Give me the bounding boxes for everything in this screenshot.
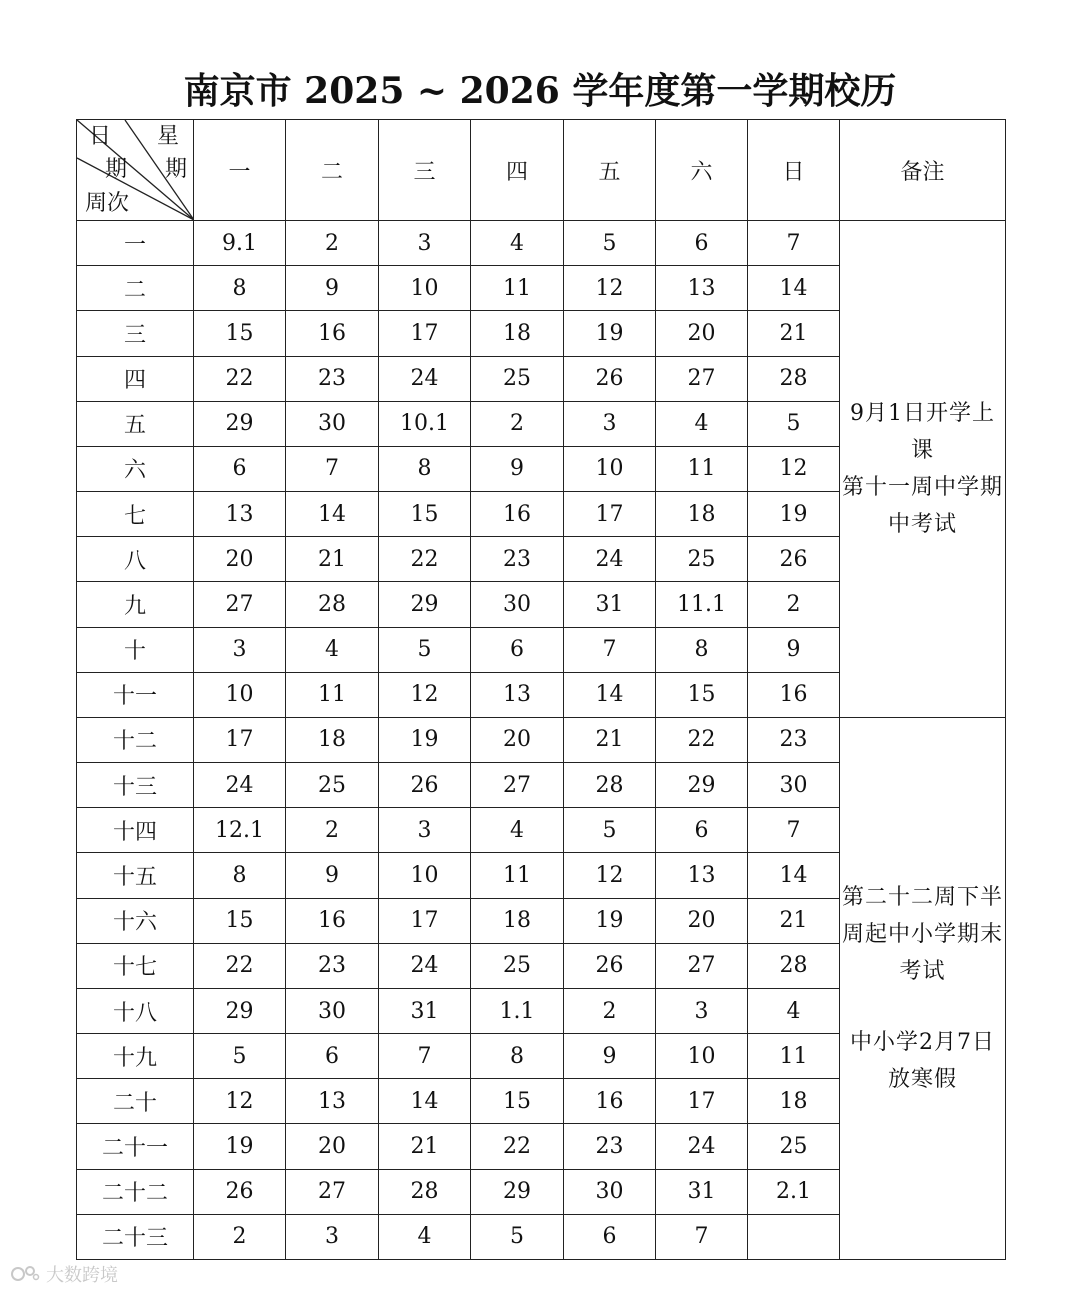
date-cell: 19: [564, 898, 656, 943]
date-cell: 5: [194, 1034, 286, 1079]
date-cell: 22: [194, 943, 286, 988]
school-calendar-table: [76, 119, 1006, 1260]
date-cell: 28: [748, 943, 840, 988]
date-cell: 21: [748, 898, 840, 943]
calendar-body: [77, 221, 1006, 1260]
date-cell: 9: [471, 446, 564, 491]
date-cell: 2: [471, 401, 564, 446]
date-cell: 26: [194, 1169, 286, 1214]
date-cell: 18: [656, 492, 748, 537]
date-cell: 17: [656, 1079, 748, 1124]
week-row: [77, 717, 1006, 762]
date-cell: 25: [471, 943, 564, 988]
week-number-cell: 二: [77, 266, 194, 311]
date-cell: 18: [286, 717, 379, 762]
date-cell: 6: [194, 446, 286, 491]
date-cell: 25: [748, 1124, 840, 1169]
date-cell: 11: [656, 446, 748, 491]
date-cell: 25: [471, 356, 564, 401]
date-cell: 16: [286, 311, 379, 356]
week-number-cell: 二十一: [77, 1124, 194, 1169]
date-cell: 20: [656, 311, 748, 356]
date-cell: 27: [656, 356, 748, 401]
date-cell: 19: [748, 492, 840, 537]
date-cell: 16: [564, 1079, 656, 1124]
week-number-cell: 一: [77, 221, 194, 266]
week-number-cell: 二十三: [77, 1214, 194, 1259]
week-number-cell: 十九: [77, 1034, 194, 1079]
week-number-cell: 九: [77, 582, 194, 627]
date-cell: 12.1: [194, 808, 286, 853]
corner-week-number-label: 周次: [85, 191, 130, 216]
date-cell: 6: [286, 1034, 379, 1079]
date-cell: 17: [564, 492, 656, 537]
date-cell: 5: [379, 627, 471, 672]
date-cell: 12: [748, 446, 840, 491]
date-cell: 3: [286, 1214, 379, 1259]
date-cell: 10: [194, 672, 286, 717]
date-cell: 25: [656, 537, 748, 582]
date-cell: 20: [656, 898, 748, 943]
date-cell: 11.1: [656, 582, 748, 627]
date-cell: 9: [748, 627, 840, 672]
weekday-header: 六: [656, 120, 748, 221]
date-cell: 29: [471, 1169, 564, 1214]
date-cell: 22: [471, 1124, 564, 1169]
corner-day-label-1: 日: [89, 124, 112, 149]
date-cell: 30: [286, 401, 379, 446]
date-cell: 14: [286, 492, 379, 537]
date-cell: 31: [379, 988, 471, 1033]
date-cell: 2: [194, 1214, 286, 1259]
date-cell: 2: [748, 582, 840, 627]
date-cell: 2: [286, 808, 379, 853]
date-cell: 30: [286, 988, 379, 1033]
date-cell: 28: [379, 1169, 471, 1214]
date-cell: 5: [471, 1214, 564, 1259]
date-cell: 27: [286, 1169, 379, 1214]
date-cell: 31: [656, 1169, 748, 1214]
date-cell: 28: [748, 356, 840, 401]
date-cell: 27: [471, 763, 564, 808]
date-cell: 24: [656, 1124, 748, 1169]
date-cell: 20: [471, 717, 564, 762]
date-cell: 11: [286, 672, 379, 717]
date-cell: 7: [748, 221, 840, 266]
date-cell: 26: [564, 356, 656, 401]
week-number-cell: 五: [77, 401, 194, 446]
date-cell: 17: [379, 898, 471, 943]
date-cell: 30: [748, 763, 840, 808]
date-cell: 7: [656, 1214, 748, 1259]
date-cell: 7: [379, 1034, 471, 1079]
date-cell: 12: [379, 672, 471, 717]
week-number-cell: 三: [77, 311, 194, 356]
date-cell: 18: [748, 1079, 840, 1124]
weekday-header: 一: [194, 120, 286, 221]
date-cell: 16: [748, 672, 840, 717]
date-cell: 21: [286, 537, 379, 582]
date-cell: 24: [379, 356, 471, 401]
date-cell: 29: [194, 401, 286, 446]
watermark-logo-icon: [10, 1263, 40, 1285]
date-cell: 12: [194, 1079, 286, 1124]
date-cell: 18: [471, 311, 564, 356]
date-cell: 1.1: [471, 988, 564, 1033]
page-title: 南京市 2025 ~ 2026 学年度第一学期校历: [183, 70, 897, 112]
date-cell: 30: [564, 1169, 656, 1214]
date-cell: 26: [564, 943, 656, 988]
week-number-cell: 十: [77, 627, 194, 672]
date-cell: 14: [748, 266, 840, 311]
week-number-cell: 十二: [77, 717, 194, 762]
date-cell: 16: [471, 492, 564, 537]
week-number-cell: 十八: [77, 988, 194, 1033]
remarks-cell: [840, 717, 1006, 1259]
date-cell: 23: [564, 1124, 656, 1169]
date-cell: 13: [656, 853, 748, 898]
date-cell: 13: [656, 266, 748, 311]
week-number-cell: 十三: [77, 763, 194, 808]
remark-text: 中小学2月7日 放寒假: [850, 1029, 995, 1092]
date-cell: 20: [286, 1124, 379, 1169]
date-cell: 24: [564, 537, 656, 582]
week-number-cell: 十七: [77, 943, 194, 988]
date-cell: 19: [564, 311, 656, 356]
date-cell: 15: [656, 672, 748, 717]
date-cell: 28: [286, 582, 379, 627]
week-number-cell: 十一: [77, 672, 194, 717]
date-cell: 27: [194, 582, 286, 627]
date-cell: 26: [748, 537, 840, 582]
weekday-header: 二: [286, 120, 379, 221]
date-cell: 27: [656, 943, 748, 988]
date-cell: 6: [564, 1214, 656, 1259]
date-cell: 21: [748, 311, 840, 356]
date-cell: 30: [471, 582, 564, 627]
date-cell: 3: [379, 221, 471, 266]
date-cell: 22: [656, 717, 748, 762]
date-cell: 13: [471, 672, 564, 717]
date-cell: 5: [748, 401, 840, 446]
date-cell: 26: [379, 763, 471, 808]
remark-text: 第二十二周下半 周起中小学期末 考试: [841, 884, 1003, 984]
date-cell: 15: [194, 898, 286, 943]
date-cell: 28: [564, 763, 656, 808]
week-row: [77, 221, 1006, 266]
date-cell: 19: [379, 717, 471, 762]
date-cell: 11: [471, 266, 564, 311]
date-cell: 9: [564, 1034, 656, 1079]
corner-week-label-2: 期: [165, 157, 188, 182]
date-cell: 6: [656, 808, 748, 853]
date-cell: 9.1: [194, 221, 286, 266]
date-cell: 15: [471, 1079, 564, 1124]
date-cell: 13: [194, 492, 286, 537]
date-cell: 14: [748, 853, 840, 898]
date-cell: 23: [286, 356, 379, 401]
date-cell: 9: [286, 266, 379, 311]
date-cell: 9: [286, 853, 379, 898]
date-cell: 3: [564, 401, 656, 446]
date-cell: 25: [286, 763, 379, 808]
date-cell: 4: [286, 627, 379, 672]
date-cell: 10: [379, 853, 471, 898]
date-cell: 12: [564, 853, 656, 898]
date-cell: 21: [564, 717, 656, 762]
corner-week-label-1: 星: [157, 124, 180, 149]
date-cell: 10: [564, 446, 656, 491]
date-cell: 2.1: [748, 1169, 840, 1214]
date-cell: 23: [748, 717, 840, 762]
week-number-cell: 二十二: [77, 1169, 194, 1214]
date-cell: 4: [471, 808, 564, 853]
date-cell: 17: [379, 311, 471, 356]
date-cell: 29: [379, 582, 471, 627]
week-number-cell: 十五: [77, 853, 194, 898]
weekday-header: 四: [471, 120, 564, 221]
date-cell: 23: [286, 943, 379, 988]
weekday-header: 五: [564, 120, 656, 221]
week-number-cell: 八: [77, 537, 194, 582]
week-number-cell: 六: [77, 446, 194, 491]
date-cell: 4: [471, 221, 564, 266]
date-cell: 31: [564, 582, 656, 627]
date-cell: 15: [194, 311, 286, 356]
date-cell: 6: [471, 627, 564, 672]
date-cell: 14: [379, 1079, 471, 1124]
date-cell: 4: [656, 401, 748, 446]
week-number-cell: 十四: [77, 808, 194, 853]
date-cell: 22: [194, 356, 286, 401]
date-cell: 10: [656, 1034, 748, 1079]
header-row: [77, 120, 1006, 221]
date-cell: 5: [564, 808, 656, 853]
date-cell: 17: [194, 717, 286, 762]
corner-day-label-2: 期: [105, 157, 128, 182]
remarks-cell: [840, 221, 1006, 718]
date-cell: 18: [471, 898, 564, 943]
date-cell: 2: [564, 988, 656, 1033]
date-cell: 7: [564, 627, 656, 672]
date-cell: 20: [194, 537, 286, 582]
date-cell: 2: [286, 221, 379, 266]
date-cell: 23: [471, 537, 564, 582]
date-cell: 22: [379, 537, 471, 582]
date-cell: 19: [194, 1124, 286, 1169]
date-cell: 24: [379, 943, 471, 988]
week-number-cell: 七: [77, 492, 194, 537]
date-cell: 11: [748, 1034, 840, 1079]
week-number-cell: 十六: [77, 898, 194, 943]
date-cell: 29: [656, 763, 748, 808]
date-cell: 3: [656, 988, 748, 1033]
date-cell: 13: [286, 1079, 379, 1124]
weekday-header: 日: [748, 120, 840, 221]
date-cell: 4: [748, 988, 840, 1033]
date-cell: 12: [564, 266, 656, 311]
date-cell: 8: [194, 266, 286, 311]
date-cell: 16: [286, 898, 379, 943]
date-cell: 3: [379, 808, 471, 853]
date-cell: [748, 1214, 840, 1259]
date-cell: 8: [656, 627, 748, 672]
watermark: [10, 1260, 118, 1288]
date-cell: 8: [471, 1034, 564, 1079]
date-cell: 14: [564, 672, 656, 717]
date-cell: 8: [194, 853, 286, 898]
date-cell: 3: [194, 627, 286, 672]
watermark-text: 大数跨境: [46, 1265, 118, 1286]
week-number-cell: 二十: [77, 1079, 194, 1124]
date-cell: 7: [286, 446, 379, 491]
date-cell: 15: [379, 492, 471, 537]
remark-text: 9月1日开学上课 第十一周中学期 中考试: [841, 400, 1003, 537]
notes-header: 备注: [840, 120, 1006, 221]
date-cell: 7: [748, 808, 840, 853]
corner-header-cell: [77, 120, 194, 221]
date-cell: 21: [379, 1124, 471, 1169]
date-cell: 5: [564, 221, 656, 266]
week-number-cell: 四: [77, 356, 194, 401]
date-cell: 6: [656, 221, 748, 266]
weekday-header: 三: [379, 120, 471, 221]
date-cell: 24: [194, 763, 286, 808]
date-cell: 11: [471, 853, 564, 898]
date-cell: 10.1: [379, 401, 471, 446]
date-cell: 10: [379, 266, 471, 311]
date-cell: 4: [379, 1214, 471, 1259]
date-cell: 29: [194, 988, 286, 1033]
date-cell: 8: [379, 446, 471, 491]
